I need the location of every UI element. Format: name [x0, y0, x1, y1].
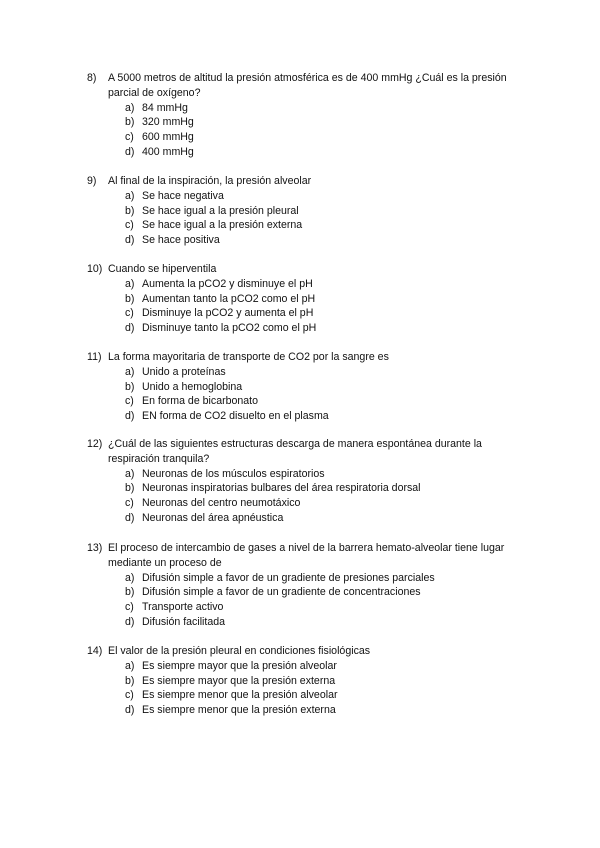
option-c — [87, 496, 547, 511]
question-text: El valor de la presión pleural en condiciones fisiológicas — [108, 645, 371, 657]
option-a — [87, 571, 547, 586]
option-text: Disminuye tanto la pCO2 como el pH — [142, 322, 317, 335]
option-d — [87, 703, 547, 718]
option-letter: a) — [125, 277, 135, 290]
option-text: 84 mmHg — [142, 101, 188, 114]
option-b — [87, 481, 547, 496]
option-b — [87, 115, 547, 130]
option-d — [87, 409, 547, 424]
option-letter: b) — [125, 292, 135, 305]
option-letter: a) — [125, 101, 135, 114]
option-text: Unido a hemoglobina — [142, 380, 243, 393]
question-14 — [87, 644, 547, 718]
answer-options — [87, 467, 547, 526]
option-text: Se hace igual a la presión externa — [142, 219, 303, 232]
answer-options — [87, 571, 547, 630]
option-a — [87, 277, 547, 292]
option-text: Transporte activo — [142, 601, 224, 614]
question-number: 14) — [87, 645, 103, 657]
option-letter: b) — [125, 674, 135, 687]
option-letter: c) — [125, 689, 134, 702]
option-letter: a) — [125, 189, 135, 202]
option-d — [87, 321, 547, 336]
option-text: Unido a proteínas — [142, 365, 226, 378]
option-b — [87, 204, 547, 219]
option-text: Es siempre mayor que la presión externa — [142, 674, 336, 687]
option-letter: d) — [125, 322, 135, 335]
question-number: 12) — [87, 438, 103, 450]
option-text: Se hace igual a la presión pleural — [142, 204, 299, 217]
option-letter: d) — [125, 511, 135, 524]
question-text-continued: respiración tranquila? — [108, 452, 210, 465]
option-text: Neuronas de los músculos espiratorios — [142, 467, 325, 480]
option-a — [87, 659, 547, 674]
option-letter: a) — [125, 467, 135, 480]
option-c — [87, 600, 547, 615]
option-b — [87, 380, 547, 395]
question-text: El proceso de intercambio de gases a nivel de la barrera hemato-alveolar tiene lugar — [108, 542, 505, 554]
option-letter: c) — [125, 131, 134, 144]
answer-options — [87, 365, 547, 424]
option-c — [87, 394, 547, 409]
option-text: Aumenta la pCO2 y disminuye el pH — [142, 277, 313, 290]
answer-options — [87, 277, 547, 336]
option-a — [87, 467, 547, 482]
option-letter: c) — [125, 307, 134, 320]
option-letter: b) — [125, 116, 135, 129]
answer-options — [87, 101, 547, 160]
option-d — [87, 511, 547, 526]
option-text: Es siempre menor que la presión alveolar — [142, 689, 338, 702]
option-text: Se hace negativa — [142, 189, 224, 202]
option-a — [87, 365, 547, 380]
option-a — [87, 189, 547, 204]
option-text: En forma de bicarbonato — [142, 395, 259, 408]
question-text: La forma mayoritaria de transporte de CO2 por la sangre es — [108, 351, 389, 363]
option-c — [87, 306, 547, 321]
question-number: 10) — [87, 263, 103, 275]
option-b — [87, 585, 547, 600]
question-12 — [87, 437, 547, 526]
option-text: 400 mmHg — [142, 145, 194, 158]
option-text: Aumentan tanto la pCO2 como el pH — [142, 292, 316, 305]
question-text-continued: parcial de oxígeno? — [108, 86, 201, 99]
option-text: Difusión simple a favor de un gradiente de presiones parciales — [142, 571, 435, 584]
option-text: Se hace positiva — [142, 234, 220, 247]
option-text: EN forma de CO2 disuelto en el plasma — [142, 410, 329, 423]
option-letter: a) — [125, 571, 135, 584]
option-text: Disminuye la pCO2 y aumenta el pH — [142, 307, 314, 320]
option-c — [87, 218, 547, 233]
option-c — [87, 130, 547, 145]
option-text: Difusión facilitada — [142, 615, 226, 628]
option-letter: a) — [125, 365, 135, 378]
option-letter: b) — [125, 586, 135, 599]
option-text: 320 mmHg — [142, 116, 194, 129]
question-text: A 5000 metros de altitud la presión atmosférica es de 400 mmHg ¿Cuál es la presión — [108, 72, 507, 84]
option-b — [87, 674, 547, 689]
question-text-continued: mediante un proceso de — [108, 556, 222, 569]
option-letter: b) — [125, 204, 135, 217]
question-8 — [87, 71, 547, 160]
option-letter: b) — [125, 380, 135, 393]
answer-options — [87, 189, 547, 248]
option-letter: c) — [125, 395, 134, 408]
question-text: Cuando se hiperventila — [108, 263, 217, 275]
option-letter: c) — [125, 219, 134, 232]
option-text: Neuronas del área apnéustica — [142, 511, 284, 524]
option-letter: d) — [125, 145, 135, 158]
option-letter: d) — [125, 615, 135, 628]
question-text: ¿Cuál de las siguientes estructuras descarga de manera espontánea durante la — [108, 438, 482, 450]
option-letter: b) — [125, 482, 135, 495]
option-d — [87, 233, 547, 248]
option-letter: d) — [125, 410, 135, 423]
option-letter: a) — [125, 659, 135, 672]
option-d — [87, 145, 547, 160]
option-c — [87, 688, 547, 703]
option-letter: d) — [125, 234, 135, 247]
question-text: Al final de la inspiración, la presión alveolar — [108, 175, 312, 187]
question-11 — [87, 350, 547, 424]
option-text: Es siempre menor que la presión externa — [142, 704, 336, 717]
question-number: 8) — [87, 72, 97, 84]
question-number: 11) — [87, 351, 102, 363]
option-letter: d) — [125, 704, 135, 717]
question-number: 13) — [87, 542, 103, 554]
question-13 — [87, 541, 547, 630]
question-9 — [87, 174, 547, 248]
option-b — [87, 292, 547, 307]
question-number: 9) — [87, 175, 97, 187]
option-text: Es siempre mayor que la presión alveolar — [142, 659, 337, 672]
option-text: Neuronas inspiratorias bulbares del área respiratoria dorsal — [142, 482, 421, 495]
option-text: Neuronas del centro neumotáxico — [142, 497, 301, 510]
option-text: Difusión simple a favor de un gradiente de concentraciones — [142, 586, 421, 599]
option-letter: c) — [125, 497, 134, 510]
option-text: 600 mmHg — [142, 131, 194, 144]
option-a — [87, 101, 547, 116]
question-10 — [87, 262, 547, 336]
answer-options — [87, 659, 547, 718]
option-letter: c) — [125, 601, 134, 614]
option-d — [87, 615, 547, 630]
